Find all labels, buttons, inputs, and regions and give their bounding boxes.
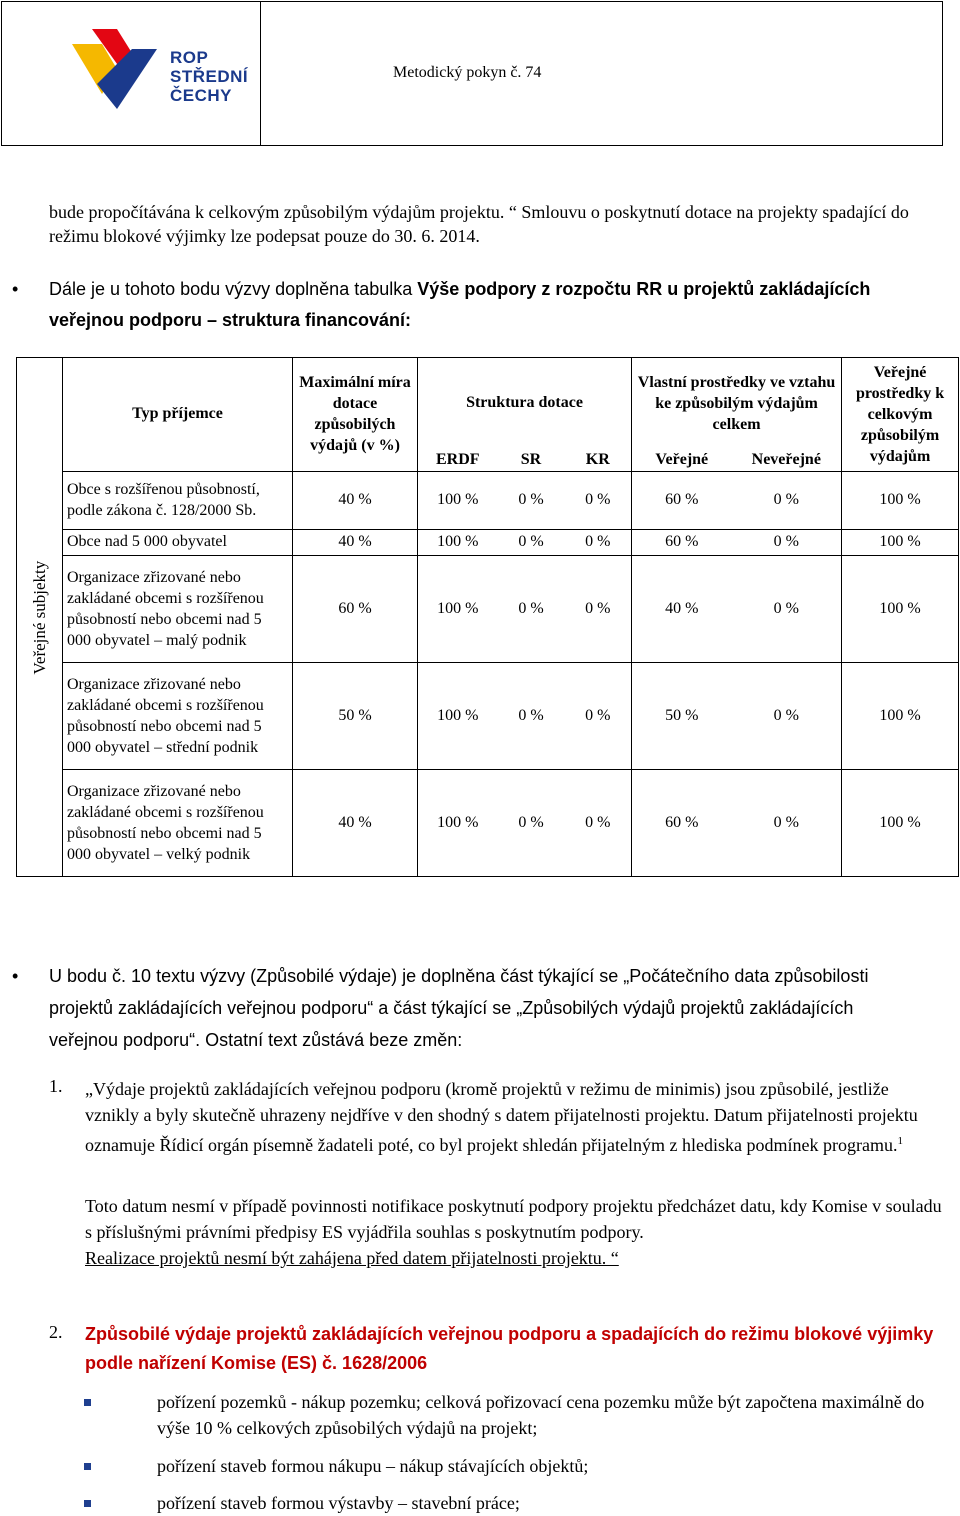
list-item: pořízení pozemků - nákup pozemku; celková pořizovací cena pozemku může být započtena maximálně do výše 10 % celkových způsobilých výdajů na projekt; <box>157 1392 925 1438</box>
row-recipient: Organizace zřizované nebo zakládané obcemi s rozšířenou působností nebo obcemi nad 5 000 obyvatel – velký podnik <box>63 769 293 876</box>
header-sr: SR <box>498 449 565 472</box>
header-neverejne: Neveřejné <box>732 449 842 472</box>
item-1-text: „Výdaje projektů zakládajících veřejnou podporu (kromě projektů v režimu de minimis) jsou způsobilé, jestliže vznikly a byly skutečně uhrazeny nejdříve v den shodný s datem přijatelnosti projektu. Datum přijatelnosti projektu oznamuje Řídicí orgán písemně žadateli poté, co byl projekt shledán přijatelným z hlediska podmínek programu.$^1$ <box>85 1079 918 1155</box>
row-total: 100 % <box>842 471 959 529</box>
row-max: 40 % <box>293 471 418 529</box>
row-sr: 0 % <box>498 471 565 529</box>
header-verejne: Veřejné <box>632 449 732 472</box>
row-verejne: 50 % <box>632 662 732 769</box>
item-2-heading: Způsobilé výdaje projektů zakládajících veřejnou podporu a spadajících do režimu blokové výjimky podle nařízení Komise (ES) č. 1628/2006 <box>85 1324 934 1373</box>
row-total: 100 % <box>842 662 959 769</box>
row-sr: 0 % <box>498 769 565 876</box>
row-neverejne: 0 % <box>732 471 842 529</box>
row-max: 40 % <box>293 529 418 555</box>
row-erdf: 100 % <box>418 662 498 769</box>
row-erdf: 100 % <box>418 555 498 662</box>
table-row <box>17 471 959 529</box>
list-item: pořízení staveb formou nákupu – nákup stávajících objektů; <box>157 1456 589 1476</box>
row-verejne: 60 % <box>632 529 732 555</box>
header-erdf: ERDF <box>418 449 498 472</box>
row-neverejne: 0 % <box>732 662 842 769</box>
bullet-table-intro <box>12 274 912 336</box>
row-sr: 0 % <box>498 529 565 555</box>
row-total: 100 % <box>842 529 959 555</box>
row-neverejne: 0 % <box>732 769 842 876</box>
row-verejne: 60 % <box>632 471 732 529</box>
row-recipient: Obce nad 5 000 obyvatel <box>63 529 293 555</box>
bullet-text: Dále je u tohoto bodu výzvy doplněna tabulka <box>49 279 413 299</box>
row-total: 100 % <box>842 769 959 876</box>
row-erdf: 100 % <box>418 471 498 529</box>
page-header <box>1 1 943 146</box>
row-neverejne: 0 % <box>732 555 842 662</box>
row-kr: 0 % <box>565 769 632 876</box>
bullet-eligibility-note <box>12 960 912 1056</box>
header-kr: KR <box>565 449 632 472</box>
row-total: 100 % <box>842 555 959 662</box>
bullet-icon: • <box>12 966 19 986</box>
item-1-para2: Toto datum nesmí v případě povinnosti notifikace poskytnutí podpory projektu předcházet datu, kdy Komise v souladu s příslušnými právními předpisy ES vyjádřila souhlas s poskytnutím podpory. Realizace projektů nesmí být zahájena před datem přijatelnosti projektu. “ <box>85 1193 945 1271</box>
bullet-text: U bodu č. 10 textu výzvy (Způsobilé výdaje) je doplněna část týkající se „Počátečního data způsobilosti projektů zakládajících veřejnou podporu“ a část týkající se „Způsobilých výdajů projektů zakládajících veřejnou podporu“. Ostatní text zůstává beze změn: <box>49 966 869 1050</box>
bullet-text-bold: Výše podpory z rozpočtu RR u projektů zakládajících veřejnou podporu – struktura financování: <box>49 279 871 330</box>
item-number: 2. <box>49 1322 63 1342</box>
row-erdf: 100 % <box>418 529 498 555</box>
square-bullet-icon <box>84 1463 91 1470</box>
row-sr: 0 % <box>498 555 565 662</box>
square-bullet-icon <box>84 1500 91 1507</box>
row-sr: 0 % <box>498 662 565 769</box>
table-row <box>17 529 959 555</box>
underlined-sentence: Realizace projektů nesmí být zahájena před datem přijatelnosti projektu. “ <box>85 1248 619 1268</box>
list-item: pořízení staveb formou výstavby – stavební práce; <box>157 1493 520 1513</box>
row-max: 60 % <box>293 555 418 662</box>
row-recipient: Obce s rozšířenou působností, podle zákona č. 128/2000 Sb. <box>63 471 293 529</box>
table-row <box>17 769 959 876</box>
row-max: 40 % <box>293 769 418 876</box>
row-kr: 0 % <box>565 529 632 555</box>
header-max-rate: Maximální míra dotace způsobilých výdajů (v %) <box>293 358 418 472</box>
table-row <box>17 662 959 769</box>
row-verejne: 40 % <box>632 555 732 662</box>
row-neverejne: 0 % <box>732 529 842 555</box>
document-label: Metodický pokyn č. 74 <box>393 64 542 81</box>
intro-paragraph: bude propočítávána k celkovým způsobilým výdajům projektu. “ Smlouvu o poskytnutí dotace na projekty spadající do režimu blokové výjimky lze podepsat pouze do 30. 6. 2014. <box>49 202 909 246</box>
side-label: Veřejné subjekty <box>17 358 63 877</box>
row-erdf: 100 % <box>418 769 498 876</box>
bullet-icon: • <box>12 279 19 299</box>
header-recipient: Typ příjemce <box>63 358 293 472</box>
logo-wordmark: ROP STŘEDNÍ ČECHY <box>170 48 249 105</box>
table-row <box>17 555 959 662</box>
footnote-marker: 1 <box>897 1135 903 1147</box>
row-recipient: Organizace zřizované nebo zakládané obcemi s rozšířenou působností nebo obcemi nad 5 000 obyvatel – malý podnik <box>63 555 293 662</box>
row-max: 50 % <box>293 662 418 769</box>
logo-cell <box>2 2 261 145</box>
header-structure: Struktura dotace <box>418 358 632 449</box>
row-kr: 0 % <box>565 662 632 769</box>
rop-logo-icon <box>62 24 162 114</box>
square-bullet-icon <box>84 1399 91 1406</box>
header-own-funds: Vlastní prostředky ve vztahu ke způsobilým výdajům celkem <box>632 358 842 449</box>
financing-table <box>16 357 959 877</box>
row-kr: 0 % <box>565 555 632 662</box>
header-public-funds: Veřejné prostředky k celkovým způsobilým výdajům <box>842 358 959 472</box>
row-recipient: Organizace zřizované nebo zakládané obcemi s rozšířenou působností nebo obcemi nad 5 000 obyvatel – střední podnik <box>63 662 293 769</box>
item-number: 1. <box>49 1076 63 1096</box>
row-verejne: 60 % <box>632 769 732 876</box>
row-kr: 0 % <box>565 471 632 529</box>
